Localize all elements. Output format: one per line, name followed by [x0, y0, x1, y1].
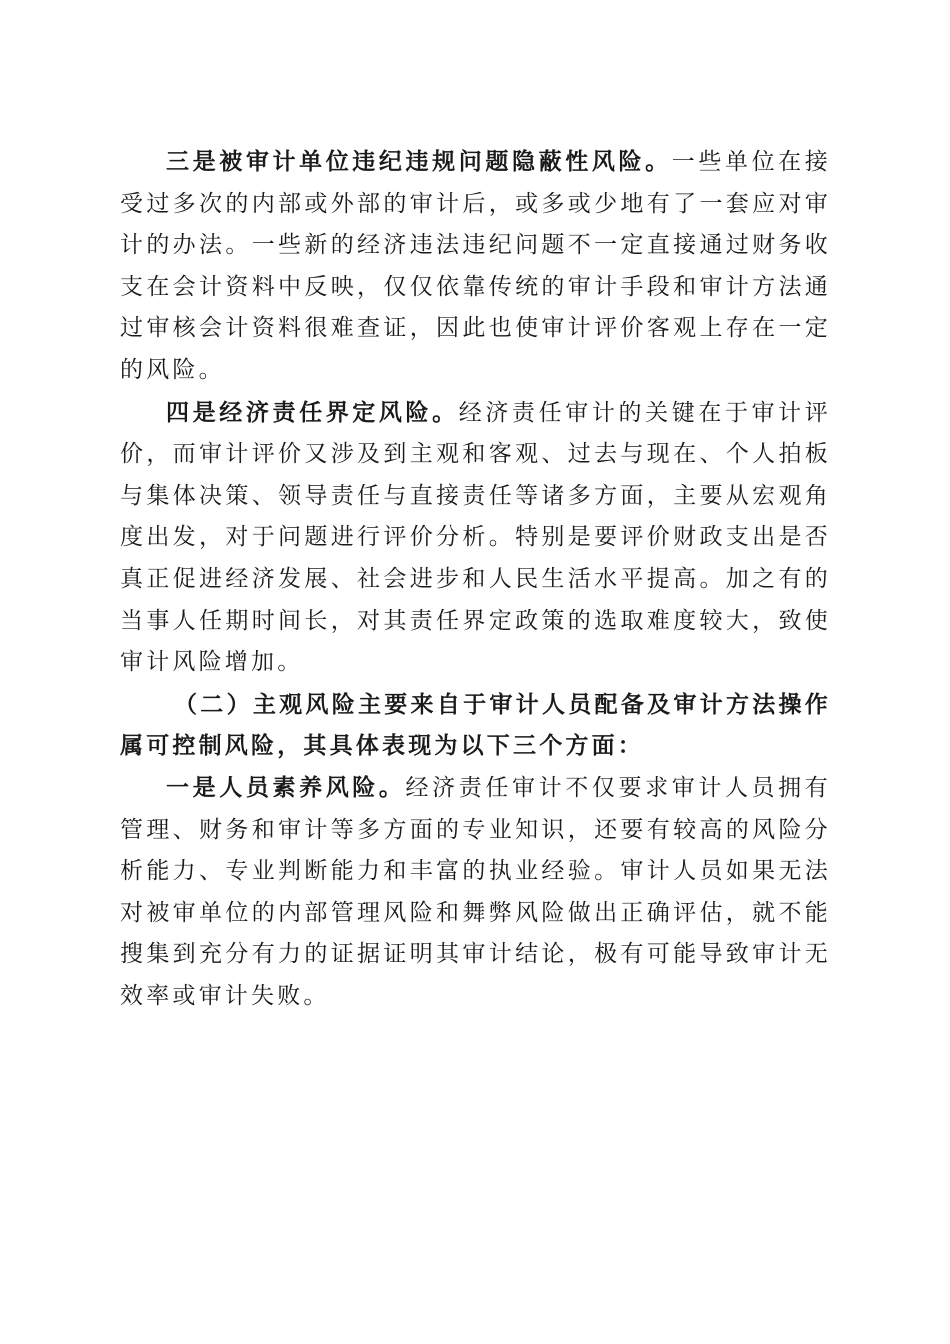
paragraph-hidden-violation-risk	[120, 141, 831, 392]
paragraph-lead: 一是人员素养风险。	[166, 773, 406, 801]
document-body	[120, 141, 831, 1017]
paragraph-responsibility-risk	[120, 392, 831, 684]
paragraph-text: 经济责任审计的关键在于审计评价，而审计评价又涉及到主观和客观、过去与现在、个人拍板与集体决策、领导责任与直接责任等诸多方面，主要从宏观角度出发，对于问题进行评价分析。特别是要评价财政支出是否真正促进经济发展、社会进步和人民生活水平提高。加之有的当事人任期时间长，对其责任界定政策的选取难度较大，致使审计风险增加。	[120, 399, 831, 676]
section-heading-subjective-risk	[120, 684, 831, 767]
paragraph-text: 经济责任审计不仅要求审计人员拥有管理、财务和审计等多方面的专业知识，还要有较高的风险分析能力、专业判断能力和丰富的执业经验。审计人员如果无法对被审单位的内部管理风险和舞弊风险做出正确评估，就不能搜集到充分有力的证据证明其审计结论，极有可能导致审计无效率或审计失败。	[120, 774, 831, 1009]
paragraph-lead: 三是被审计单位违纪违规问题隐蔽性风险。	[166, 148, 672, 175]
section-heading-text: （二）主观风险主要来自于审计人员配备及审计方法操作属可控制风险，其具体表现为以下三个方面：	[120, 690, 831, 760]
paragraph-personnel-risk	[120, 767, 831, 1018]
paragraph-text: 一些单位在接受过多次的内部或外部的审计后，或多或少地有了一套应对审计的办法。一些新的经济违法违纪问题不一定直接通过财务收支在会计资料中反映，仅仅依靠传统的审计手段和审计方法通过审核会计资料很难查证，因此也使审计评价客观上存在一定的风险。	[120, 149, 831, 383]
paragraph-lead: 四是经济责任界定风险。	[166, 398, 459, 426]
